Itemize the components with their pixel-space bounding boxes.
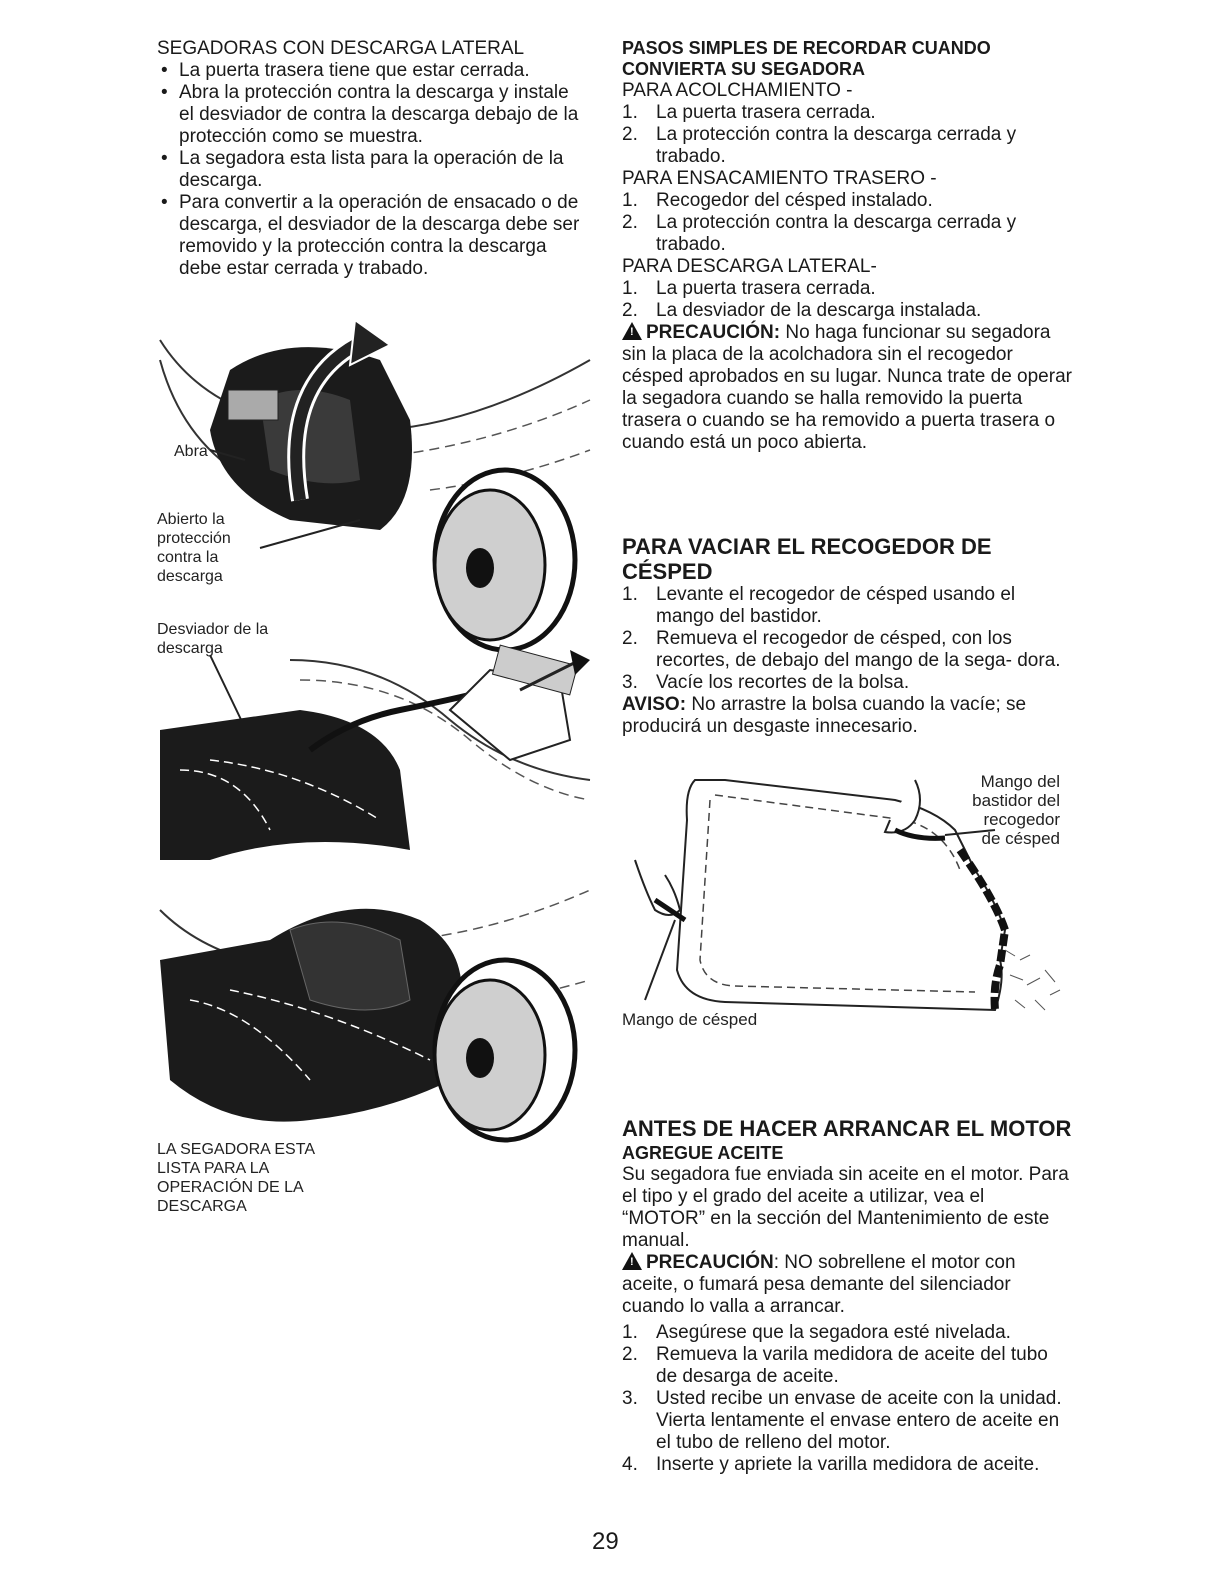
list-item: 1. La puerta trasera cerrada. [622,278,876,299]
label-desviador: Desviador de la descarga [157,621,269,657]
vaciar-list [622,584,1072,694]
list-item: • Para convertir a la operación de ensacado o de descarga, el desviador de la descarga debe ser removido y la protección contra la descarga debe estar cerrada y trabado. [157,192,587,280]
label-mango-bastidor: Mango del bastidor del recogedor de césped [972,772,1060,848]
pasos-title: PASOS SIMPLES DE RECORDAR CUANDO CONVIERTA SU SEGADORA [622,38,991,79]
side-discharge-heading: SEGADORAS CON DESCARGA LATERAL [157,38,525,59]
agregue-heading: AGREGUE ACEITE [622,1143,784,1163]
precaucion-label: PRECAUCIÓN: [646,322,781,343]
acolch-list [622,102,1072,168]
right-column-top [622,38,1072,454]
list-item: 1. Levante el recogedor de césped usando el mango del bastidor. [622,584,1016,627]
list-item: 2. Remueva la varila medidora de aceite del tubo de desarga de aceite. [622,1344,1048,1387]
vaciar-section [622,534,1072,738]
left-column [157,38,587,280]
aviso-paragraph [622,694,1072,738]
aviso-label: AVISO: [622,694,687,715]
warning-icon [622,1252,642,1270]
list-item: 1. Recogedor del césped instalado. [622,190,933,211]
aviso-text: No arrastre la bolsa cuando la vacíe; se producirá un desgaste innecesario. [622,694,1027,737]
precaucion-text: No haga funcionar su segadora sin la placa de la acolchadora sin el recogedor césped aprobados en su lugar. Nunca trate de operar la segadora cuando se halla removido la puerta trasera o cuando se ha removido a puerta trasera o cuando está un poco abierta. [622,322,1072,453]
list-item: • Abra la protección contra la descarga y instale el desviador de contra la descarga debajo de la protección como se muestra. [157,82,587,148]
side-discharge-list [157,60,587,280]
label-abierto: Abierto la protección contra la descarga [157,511,231,585]
list-item: 2. La protección contra la descarga cerrada y trabado. [622,212,1017,255]
list-item: • La segadora esta lista para la operación de la descarga. [157,148,587,192]
page-number: 29 [592,1528,619,1555]
list-item: 2. La protección contra la descarga cerrada y trabado. [622,124,1017,167]
label-abra: Abra [174,443,208,460]
list-item: 3. Usted recibe un envase de aceite con la unidad. Vierta lentamente el envase entero de aceite en el tubo de relleno del motor. [622,1388,1062,1453]
list-item: 2. Remueva el recogedor de césped, con los recortes, de debajo del mango de la sega- dora. [622,628,1061,671]
precaucion2-label: PRECAUCIÓN [646,1252,774,1273]
antes-section [622,1116,1072,1476]
list-item: • La puerta trasera tiene que estar cerrada. [157,60,587,82]
precaucion2-text: : NO sobrellene el motor con aceite, o fumará pesa demante del silenciador cuando lo valla a arrancar. [622,1252,1016,1317]
list-item: 4. Inserte y apriete la varilla medidora de aceite. [622,1454,1040,1475]
list-item: 1. La puerta trasera cerrada. [622,102,876,123]
precaucion2-paragraph [622,1252,1072,1318]
acolch-heading: PARA ACOLCHAMIENTO - [622,80,853,101]
warning-icon [622,322,642,340]
lateral-heading: PARA DESCARGA LATERAL- [622,256,877,277]
antes-title: ANTES DE HACER ARRANCAR EL MOTOR [622,1116,1072,1141]
agregue-text: Su segadora fue enviada sin aceite en el motor. Para el tipo y el grado del aceite a utilizar, vea el “MOTOR” en la sección del Mantenimiento de este manual. [622,1164,1069,1251]
vaciar-title: PARA VACIAR EL RECOGEDOR DE CÉSPED [622,534,992,584]
label-ready: LA SEGADORA ESTA LISTA PARA LA OPERACIÓN DE LA DESCARGA [157,1141,315,1215]
ensac-heading: PARA ENSACAMIENTO TRASERO - [622,168,937,189]
lateral-list [622,278,1072,322]
precaucion-paragraph [622,322,1072,454]
list-item: 1. Asegúrese que la segadora esté nivelada. [622,1322,1011,1343]
list-item: 2. La desviador de la descarga instalada. [622,300,982,321]
label-mango-cesped: Mango de césped [622,1010,758,1029]
aceite-list [622,1322,1072,1476]
ensac-list [622,190,1072,256]
list-item: 3. Vacíe los recortes de la bolsa. [622,672,910,693]
